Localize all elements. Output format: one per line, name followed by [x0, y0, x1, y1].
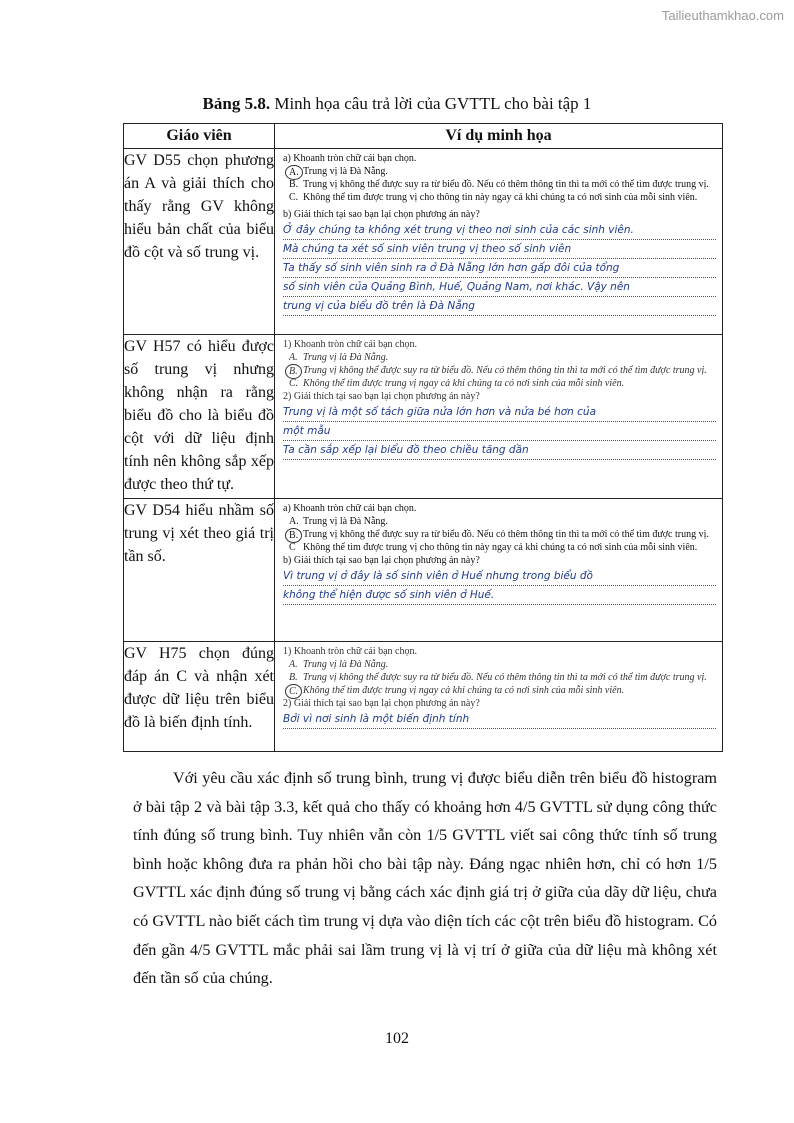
option-text: Trung vị là Đà Nẵng.	[303, 659, 389, 670]
option-c	[283, 377, 716, 390]
option-letter: C.	[289, 192, 299, 203]
option-text: Không thể tìm được trung vị cho thông tin này ngay cả khi chúng ta có nơi sinh của mỗi sinh viên.	[303, 192, 698, 203]
handwritten-line: Ta cần sắp xếp lại biểu đồ theo chiều tăng dần	[283, 441, 716, 460]
option-b	[283, 178, 716, 191]
question-label: a) Khoanh tròn chữ cái bạn chọn.	[283, 153, 417, 164]
teacher-cell: GV H75 chọn đúng đáp án C và nhận xét được dữ liệu trên biểu đồ là biến định tính.	[124, 642, 275, 752]
handwritten-line: số sinh viên của Quảng Bình, Huế, Quảng Nam, nơi khác. Vậy nên	[283, 278, 716, 297]
caption-text: Minh họa câu trả lời của GVTTL cho bài tập 1	[270, 94, 592, 113]
option-b	[283, 364, 716, 377]
handwritten-line: không thể hiện được số sinh viên ở Huế.	[283, 586, 716, 605]
scanned-answer	[275, 642, 722, 731]
option-c	[283, 191, 716, 204]
option-text: Không thể tìm được trung vị ngay cả khi chúng ta có nơi sinh của mỗi sinh viên.	[303, 685, 625, 696]
question-label: 1) Khoanh tròn chữ cái bạn chọn.	[283, 339, 417, 350]
example-cell	[275, 642, 723, 752]
explain-label: b) Giải thích tại sao bạn lại chọn phương án này?	[283, 555, 480, 566]
option-a	[283, 165, 716, 178]
option-text: Không thể tìm được trung vị ngay cả khi chúng ta có nơi sinh của mỗi sinh viên.	[303, 378, 625, 389]
option-a	[283, 351, 716, 364]
explain-label: 2) Giải thích tại sao bạn lại chọn phương án này?	[283, 391, 480, 402]
option-letter: C.	[289, 378, 299, 389]
handwritten-line: Ta thấy số sinh viên sinh ra ở Đà Nẵng lớn hơn gấp đôi của tổng	[283, 259, 716, 278]
option-letter: B.	[289, 672, 298, 683]
teacher-cell: GV D54 hiểu nhầm số trung vị xét theo giá trị tần số.	[124, 499, 275, 642]
scanned-answer	[275, 149, 722, 318]
option-b	[283, 528, 716, 541]
option-text: Trung vị là Đà Nẵng.	[303, 352, 389, 363]
option-text: Không thể tìm được trung vị cho thông tin này ngay cả khi chúng ta có nơi sinh của mỗi sinh viên.	[303, 542, 698, 553]
option-text: Trung vị không thể được suy ra từ biểu đồ. Nếu có thêm thông tin thì ta mới có thể tìm được trung vị.	[303, 672, 707, 683]
option-a	[283, 515, 716, 528]
option-letter: C	[289, 542, 296, 553]
header-teacher: Giáo viên	[124, 124, 275, 149]
handwritten-line: một mẫu	[283, 422, 716, 441]
teacher-cell: GV D55 chọn phương án A và giải thích cho thấy rằng GV không hiểu bản chất của biểu đồ cột và số trung vị.	[124, 149, 275, 335]
header-example: Ví dụ minh họa	[275, 124, 723, 149]
scanned-answer	[275, 335, 722, 462]
example-cell	[275, 149, 723, 335]
handwritten-line: Bởi vì nơi sinh là một biến định tính	[283, 710, 716, 729]
table-row	[124, 642, 723, 752]
table-caption	[0, 94, 794, 114]
option-text: Trung vị không thể được suy ra từ biểu đồ. Nếu có thêm thông tin thì ta mới có thể tìm được trung vị.	[303, 365, 707, 376]
handwritten-line: Vì trung vị ở đây là số sinh viên ở Huế nhưng trong biểu đồ	[283, 567, 716, 586]
option-a	[283, 658, 716, 671]
example-cell	[275, 499, 723, 642]
option-letter-circled: B.	[285, 528, 302, 543]
option-letter-circled: B.	[285, 364, 302, 379]
option-letter: A.	[289, 659, 298, 670]
example-cell	[275, 335, 723, 499]
option-letter-circled: A.	[285, 165, 303, 180]
body-text	[133, 764, 717, 993]
option-letter-circled: C.	[285, 684, 302, 699]
explain-label: 2) Giải thích tại sao bạn lại chọn phương án này?	[283, 698, 480, 709]
handwritten-line: Mà chúng ta xét số sinh viên trung vị theo số sinh viên	[283, 240, 716, 259]
teacher-cell: GV H57 có hiểu được số trung vị nhưng không nhận ra rằng biểu đồ cho là biểu đồ cột với dữ liệu định tính nên không sắp xếp được theo thứ tự.	[124, 335, 275, 499]
handwritten-line: trung vị của biểu đồ trên là Đà Nẵng	[283, 297, 716, 316]
option-c	[283, 541, 716, 554]
table-header-row	[124, 124, 723, 149]
scanned-answer	[275, 499, 722, 607]
page-number: 102	[385, 1030, 409, 1047]
option-letter: A.	[289, 352, 298, 363]
option-b	[283, 671, 716, 684]
option-text: Trung vị không thể được suy ra từ biểu đồ. Nếu có thêm thông tin thì ta mới có thể tìm được trung vị.	[303, 179, 709, 190]
handwritten-line: Trung vị là một số tách giữa nửa lớn hơn và nửa bé hơn của	[283, 403, 716, 422]
option-text: Trung vị là Đà Nẵng.	[303, 516, 388, 527]
question-label: 1) Khoanh tròn chữ cái bạn chọn.	[283, 646, 417, 657]
caption-label: Bảng 5.8.	[202, 94, 271, 113]
handwritten-line: Ở đây chúng ta không xét trung vị theo nơi sinh của các sinh viên.	[283, 221, 716, 240]
option-text: Trung vị không thể được suy ra từ biểu đồ. Nếu có thêm thông tin thì ta mới có thể tìm được trung vị.	[303, 529, 709, 540]
option-letter: B.	[289, 179, 299, 190]
explain-label: b) Giải thích tại sao bạn lại chọn phương án này?	[283, 209, 480, 220]
question-label: a) Khoanh tròn chữ cái bạn chọn.	[283, 503, 417, 514]
option-c	[283, 684, 716, 697]
option-text: Trung vị là Đà Nẵng.	[303, 166, 388, 177]
table-row	[124, 499, 723, 642]
paragraph: Với yêu cầu xác định số trung bình, trung vị được biểu diễn trên biểu đồ histogram ở bài tập 2 và bài tập 3.3, kết quả cho thấy có khoảng hơn 4/5 GVTTL sử dụng công thức tính đúng số trung bình. Tuy nhiên vẫn còn 1/5 GVTTL viết sai công thức tính số trung bình hoặc không đưa ra phản hồi cho bài tập này. Đáng ngạc nhiên hơn, chỉ có hơn 1/5 GVTTL xác định đúng số trung vị bằng cách xác định giá trị ở giữa của dãy dữ liệu, chưa có GVTTL nào biết cách tìm trung vị dựa vào diện tích các cột trên biểu đồ histogram. Có đến gần 4/5 GVTTL mắc phải sai lầm trung vị là vị trí ở giữa của dữ liệu mà không xét đến tần số của chúng.	[133, 769, 718, 988]
option-letter: A.	[289, 516, 299, 527]
example-table	[123, 123, 723, 752]
watermark: Tailieuthamkhao.com	[661, 8, 784, 23]
table-row	[124, 149, 723, 335]
table-row	[124, 335, 723, 499]
